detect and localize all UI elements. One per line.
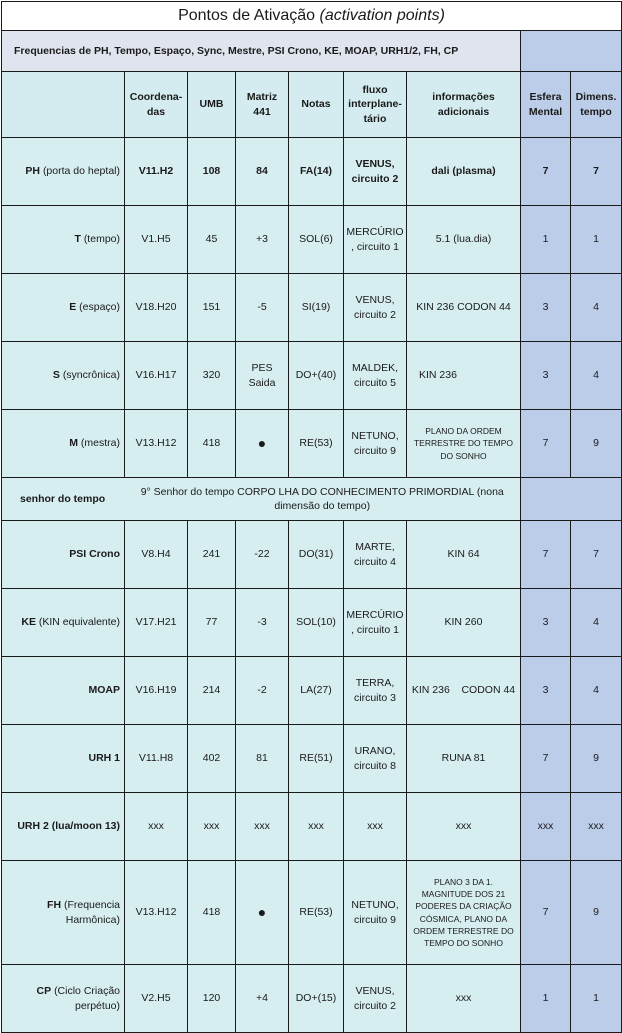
cell-fluxo: MARTE, circuito 4 <box>344 521 407 589</box>
activation-points-document <box>1 1 621 1023</box>
cell-dimens: 9 <box>571 410 622 478</box>
cell-umb: 418 <box>188 861 236 965</box>
cell-umb: 214 <box>188 657 236 725</box>
cell-matriz: +4 <box>236 965 289 1033</box>
cell-esfera: 7 <box>521 410 571 478</box>
cell-dimens: 9 <box>571 861 622 965</box>
senhor-text: 9° Senhor do tempo CORPO LHA DO CONHECIMENTO PRIMORDIAL (nona dimensão do tempo) <box>125 478 521 521</box>
row-label: T (tempo) <box>2 206 125 274</box>
cell-matriz: xxx <box>236 793 289 861</box>
cell-esfera: 7 <box>521 521 571 589</box>
cell-dimens: 7 <box>571 521 622 589</box>
cell-esfera: 3 <box>521 274 571 342</box>
cell-notas: RE(53) <box>289 861 344 965</box>
cell-info: RUNA 81 <box>407 725 521 793</box>
cell-dimens: 4 <box>571 274 622 342</box>
cell-matriz: -3 <box>236 589 289 657</box>
row-label: KE (KIN equivalente) <box>2 589 125 657</box>
senhor-do-tempo-row <box>2 478 622 521</box>
cell-fluxo: MERCÚRIO , circuito 1 <box>344 589 407 657</box>
cell-coord: V1.H5 <box>125 206 188 274</box>
table-row-ke <box>2 589 622 657</box>
cell-notas: LA(27) <box>289 657 344 725</box>
table-row-cp <box>2 965 622 1033</box>
cell-fluxo: URANO, circuito 8 <box>344 725 407 793</box>
cell-notas: SOL(10) <box>289 589 344 657</box>
cell-coord: V13.H12 <box>125 410 188 478</box>
cell-info: KIN 236 CODON 44 <box>407 657 521 725</box>
cell-coord: V8.H4 <box>125 521 188 589</box>
cell-info: dali (plasma) <box>407 138 521 206</box>
cell-dimens: 4 <box>571 589 622 657</box>
table-row-t <box>2 206 622 274</box>
senhor-label: senhor do tempo <box>2 478 125 521</box>
cell-dimens: 9 <box>571 725 622 793</box>
row-label: MOAP <box>2 657 125 725</box>
table-row-m <box>2 410 622 478</box>
cell-esfera: 7 <box>521 725 571 793</box>
cell-info: PLANO DA ORDEM TERRESTRE DO TEMPO DO SONHO <box>407 410 521 478</box>
cell-matriz: 84 <box>236 138 289 206</box>
cell-esfera: 3 <box>521 589 571 657</box>
row-label: PSI Crono <box>2 521 125 589</box>
cell-matriz: ● <box>236 410 289 478</box>
cell-esfera: 1 <box>521 206 571 274</box>
cell-info: KIN 236 <box>407 342 521 410</box>
cell-umb: 241 <box>188 521 236 589</box>
senhor-right <box>521 478 622 521</box>
cell-fluxo: MALDEK, circuito 5 <box>344 342 407 410</box>
cell-dimens: xxx <box>571 793 622 861</box>
cell-dimens: 1 <box>571 965 622 1033</box>
frequencies-banner: Frequencias de PH, Tempo, Espaço, Sync, Mestre, PSI Crono, KE, MOAP, URH1/2, FH, CP <box>2 31 521 72</box>
cell-fluxo: MERCÚRIO , circuito 1 <box>344 206 407 274</box>
cell-info: 5.1 (lua.dia) <box>407 206 521 274</box>
row-label: PH (porta do heptal) <box>2 138 125 206</box>
cell-umb: 77 <box>188 589 236 657</box>
row-label: URH 2 (lua/moon 13) <box>2 793 125 861</box>
header-row <box>2 72 622 138</box>
cell-coord: xxx <box>125 793 188 861</box>
cell-fluxo: VENUS, circuito 2 <box>344 274 407 342</box>
cell-matriz: +3 <box>236 206 289 274</box>
cell-matriz: -2 <box>236 657 289 725</box>
cell-fluxo: TERRA, circuito 3 <box>344 657 407 725</box>
header-dimens: Dimens. tempo <box>571 72 622 138</box>
cell-notas: DO(31) <box>289 521 344 589</box>
activation-points-table <box>1 1 622 1033</box>
cell-umb: 402 <box>188 725 236 793</box>
cell-info: KIN 260 <box>407 589 521 657</box>
header-notas: Notas <box>289 72 344 138</box>
cell-matriz: 81 <box>236 725 289 793</box>
table-row-moap <box>2 657 622 725</box>
cell-umb: xxx <box>188 793 236 861</box>
row-label: URH 1 <box>2 725 125 793</box>
cell-coord: V16.H19 <box>125 657 188 725</box>
cell-info: KIN 64 <box>407 521 521 589</box>
cell-umb: 320 <box>188 342 236 410</box>
row-label: FH (Frequencia Harmônica) <box>2 861 125 965</box>
cell-umb: 418 <box>188 410 236 478</box>
cell-coord: V2.H5 <box>125 965 188 1033</box>
cell-notas: SOL(6) <box>289 206 344 274</box>
table-row-e <box>2 274 622 342</box>
cell-notas: RE(53) <box>289 410 344 478</box>
cell-info: KIN 236 CODON 44 <box>407 274 521 342</box>
cell-notas: DO+(15) <box>289 965 344 1033</box>
cell-coord: V11.H2 <box>125 138 188 206</box>
row-label: CP (Ciclo Criação perpétuo) <box>2 965 125 1033</box>
cell-notas: SI(19) <box>289 274 344 342</box>
cell-coord: V11.H8 <box>125 725 188 793</box>
cell-umb: 151 <box>188 274 236 342</box>
cell-umb: 120 <box>188 965 236 1033</box>
cell-matriz: -22 <box>236 521 289 589</box>
cell-matriz: -5 <box>236 274 289 342</box>
table-row-fh <box>2 861 622 965</box>
cell-coord: V13.H12 <box>125 861 188 965</box>
row-label: E (espaço) <box>2 274 125 342</box>
cell-matriz: ● <box>236 861 289 965</box>
table-row-urh2 <box>2 793 622 861</box>
cell-coord: V17.H21 <box>125 589 188 657</box>
cell-dimens: 1 <box>571 206 622 274</box>
cell-notas: RE(51) <box>289 725 344 793</box>
cell-esfera: xxx <box>521 793 571 861</box>
header-label-cell <box>2 72 125 138</box>
cell-coord: V16.H17 <box>125 342 188 410</box>
cell-info: PLANO 3 DA 1. MAGNITUDE DOS 21 PODERES DA CRIAÇÃO CÓSMICA, PLANO DA ORDEM TERRESTRE DO TEMPO DO SONHO <box>407 861 521 965</box>
table-row-ph <box>2 138 622 206</box>
cell-esfera: 3 <box>521 342 571 410</box>
cell-umb: 45 <box>188 206 236 274</box>
cell-fluxo: NETUNO, circuito 9 <box>344 861 407 965</box>
cell-notas: DO+(40) <box>289 342 344 410</box>
frequencies-banner-right <box>521 31 622 72</box>
table-row-psi-crono <box>2 521 622 589</box>
cell-info: xxx <box>407 793 521 861</box>
header-esfera: Esfera Mental <box>521 72 571 138</box>
table-row-s <box>2 342 622 410</box>
cell-info: xxx <box>407 965 521 1033</box>
cell-umb: 108 <box>188 138 236 206</box>
cell-fluxo: xxx <box>344 793 407 861</box>
header-matriz: Matriz 441 <box>236 72 289 138</box>
cell-dimens: 4 <box>571 657 622 725</box>
cell-esfera: 7 <box>521 861 571 965</box>
cell-dimens: 4 <box>571 342 622 410</box>
document-title: Pontos de Ativação (activation points) <box>2 2 622 31</box>
cell-notas: FA(14) <box>289 138 344 206</box>
header-info: informações adicionais <box>407 72 521 138</box>
cell-esfera: 3 <box>521 657 571 725</box>
cell-esfera: 1 <box>521 965 571 1033</box>
cell-fluxo: VENUS, circuito 2 <box>344 138 407 206</box>
row-label: M (mestra) <box>2 410 125 478</box>
cell-notas: xxx <box>289 793 344 861</box>
header-coordenadas: Coordena-das <box>125 72 188 138</box>
row-label: S (syncrônica) <box>2 342 125 410</box>
cell-dimens: 7 <box>571 138 622 206</box>
cell-fluxo: VENUS, circuito 2 <box>344 965 407 1033</box>
cell-esfera: 7 <box>521 138 571 206</box>
header-fluxo: fluxo interplane-tário <box>344 72 407 138</box>
cell-matriz: PES Saida <box>236 342 289 410</box>
cell-fluxo: NETUNO, circuito 9 <box>344 410 407 478</box>
header-umb: UMB <box>188 72 236 138</box>
table-row-urh1 <box>2 725 622 793</box>
cell-coord: V18.H20 <box>125 274 188 342</box>
